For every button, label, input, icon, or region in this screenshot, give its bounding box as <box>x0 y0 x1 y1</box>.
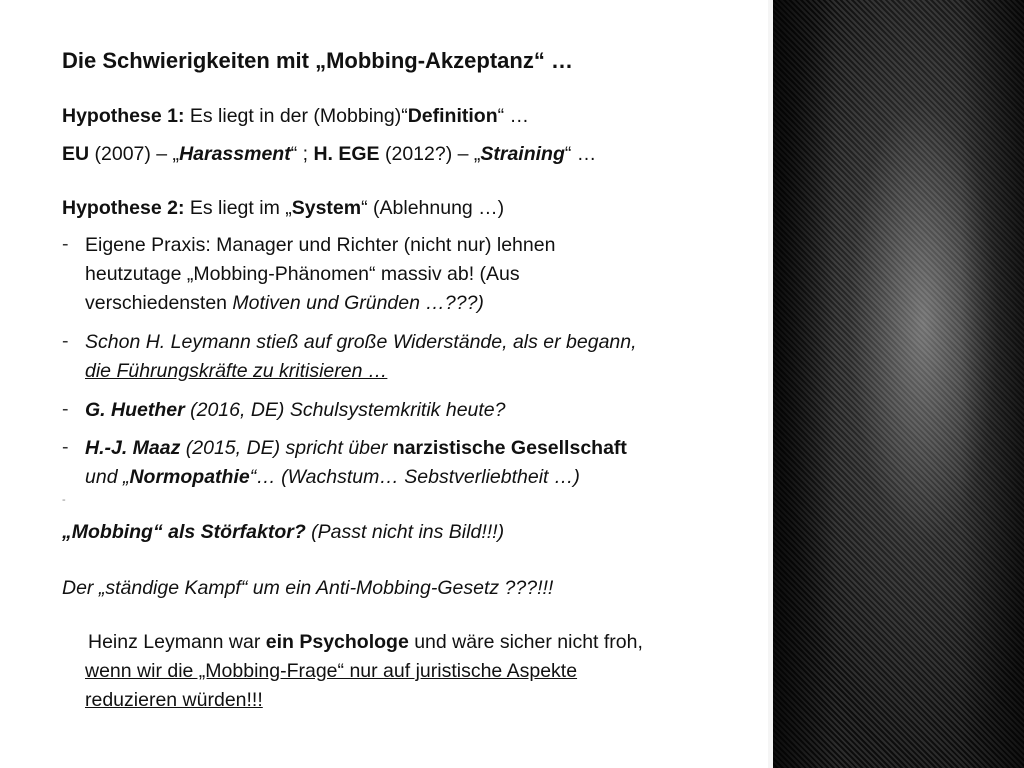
bullet-dash: - <box>62 330 69 352</box>
bullet-4-line-2: und „Normopathie“… (Wachstum… Sebstverliebtheit …) <box>85 466 580 488</box>
stoerfaktor-line: „Mobbing“ als Störfaktor? (Passt nicht ins Bild!!!) <box>62 521 505 543</box>
carbon-fiber-panel <box>773 0 1024 768</box>
bullet-2-line-1: Schon H. Leymann stieß auf große Widerstände, als er begann, <box>85 331 637 353</box>
eu-ege-line: EU (2007) – „Harassment“ ; H. EGE (2012?) – „Straining“ … <box>62 143 597 165</box>
hypothesis-1-label: Hypothese 1: <box>62 105 185 127</box>
narzistische-term: narzistische Gesellschaft <box>392 437 627 459</box>
bullet-3: G. Huether (2016, DE) Schulsystemkritik heute? <box>85 399 506 421</box>
maaz-name: H.-J. Maaz <box>85 437 181 459</box>
bullet-dash: - <box>62 233 69 255</box>
system-term: System <box>291 197 362 219</box>
bullet-dash: - <box>62 436 69 458</box>
huether-name: G. Huether <box>85 399 185 421</box>
kampf-line: Der „ständige Kampf“ um ein Anti-Mobbing-Gesetz ???!!! <box>62 577 554 599</box>
eu-label: EU <box>62 143 90 165</box>
hypothesis-1: Hypothese 1: Es liegt in der (Mobbing)“Definition“ … <box>62 105 530 127</box>
bullet-1-line-1: Eigene Praxis: Manager und Richter (nicht nur) lehnen <box>85 234 556 256</box>
bullet-4-line-1: H.-J. Maaz (2015, DE) spricht über narzistische Gesellschaft <box>85 437 627 459</box>
hypothesis-2: Hypothese 2: Es liegt im „System“ (Ablehnung …) <box>62 197 505 219</box>
ege-label: H. EGE <box>313 143 380 165</box>
closing-line-3: reduzieren würden!!! <box>85 689 263 711</box>
slide-title: Die Schwierigkeiten mit „Mobbing-Akzeptanz“ … <box>62 48 573 73</box>
bullet-2-line-2: die Führungskräfte zu kritisieren … <box>85 360 388 382</box>
bullet-1-line-3: verschiedensten Motiven und Gründen …???) <box>85 292 484 314</box>
bullet-1-line-2: heutzutage „Mobbing-Phänomen“ massiv ab! (Aus <box>85 263 520 285</box>
closing-line-2: wenn wir die „Mobbing-Frage“ nur auf juristische Aspekte <box>85 660 578 682</box>
closing-line-1: Heinz Leymann war ein Psychologe und wäre sicher nicht froh, <box>88 631 643 653</box>
hypothesis-2-label: Hypothese 2: <box>62 197 185 219</box>
empty-bullet-dash: - <box>62 494 66 506</box>
straining-term: Straining <box>480 143 565 165</box>
psychologe-term: ein Psychologe <box>265 631 409 653</box>
harassment-term: Harassment <box>179 143 291 165</box>
bullet-dash: - <box>62 398 69 420</box>
definition-term: Definition <box>407 105 498 127</box>
normopathie-term: Normopathie <box>129 466 250 488</box>
